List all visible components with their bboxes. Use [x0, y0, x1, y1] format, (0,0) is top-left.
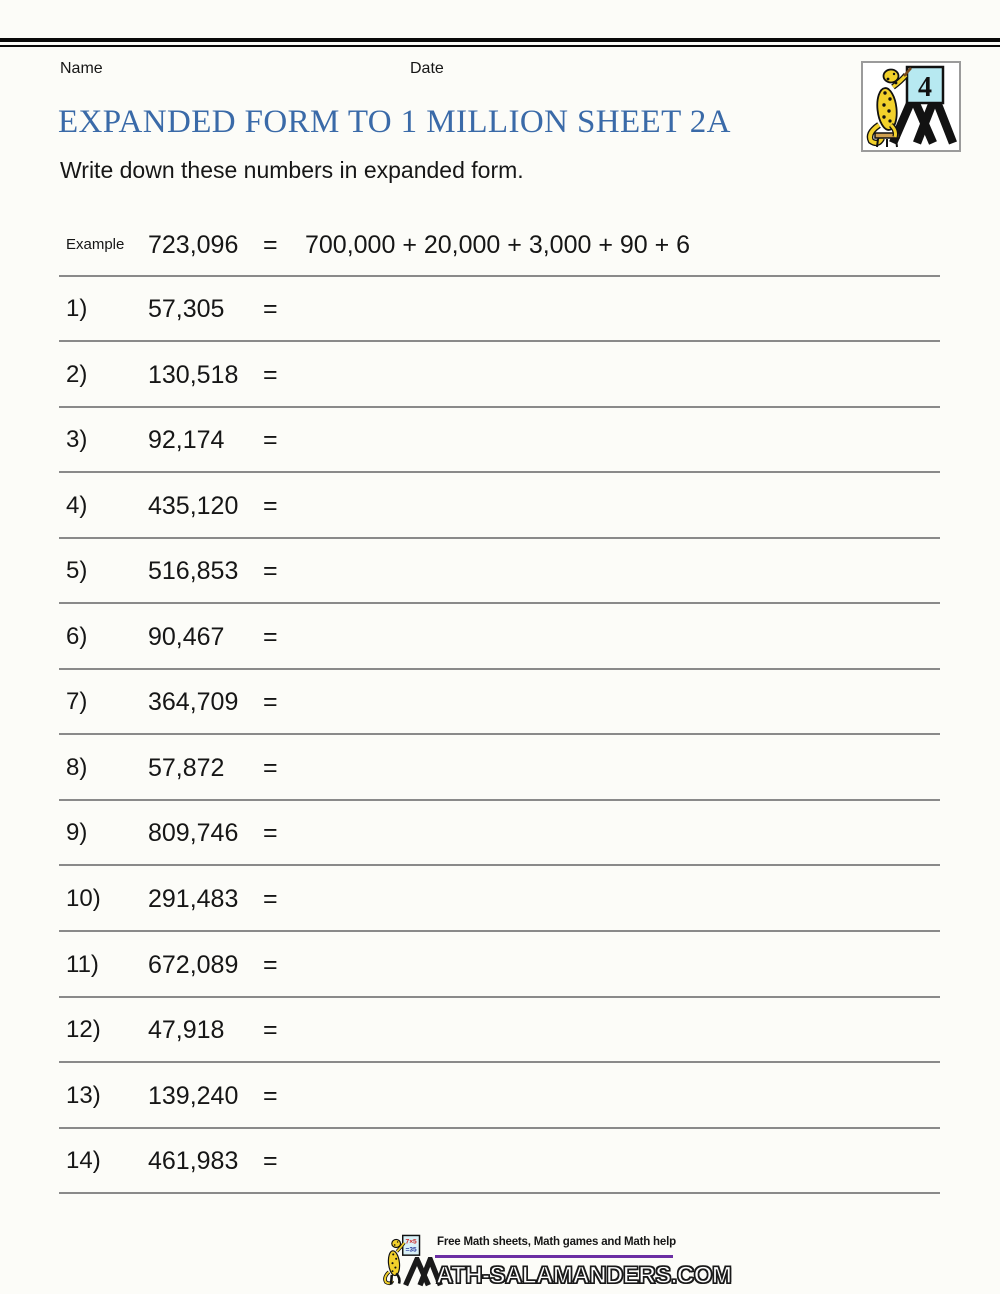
problem-row: [0, 878, 1000, 920]
footer-brand-logo: [403, 1257, 731, 1290]
row-separator-line: [59, 602, 940, 604]
example-row: [0, 224, 1000, 266]
row-separator-line: [59, 406, 940, 408]
problem-value: 364,709: [148, 688, 239, 717]
name-label: Name: [60, 60, 103, 77]
problem-row: [0, 354, 1000, 396]
equals-sign: =: [263, 819, 278, 848]
problem-number-label: 12): [66, 1016, 101, 1044]
problem-number-label: 3): [66, 426, 88, 454]
salamander-grade-logo: [863, 63, 957, 148]
problem-number-label: 4): [66, 491, 88, 519]
problem-value: 57,305: [148, 295, 225, 323]
row-separator-line: [59, 537, 940, 539]
row-separator-line: [59, 275, 940, 277]
equals-sign: =: [263, 426, 278, 455]
problem-row: [0, 812, 1000, 854]
equals-sign: =: [263, 1147, 278, 1176]
row-separator-line: [59, 471, 940, 473]
problem-value: 809,746: [148, 819, 239, 848]
problem-row: [0, 616, 1000, 658]
problem-row: [0, 1140, 1000, 1182]
problem-value: 291,483: [148, 884, 239, 913]
problem-number-label: 5): [66, 557, 88, 585]
equals-sign: =: [263, 557, 278, 586]
equals-sign: =: [263, 360, 278, 389]
mini-board-line2: =35: [405, 1246, 417, 1254]
instruction-text: Write down these numbers in expanded form.: [60, 157, 524, 183]
problem-row: [0, 1075, 1000, 1117]
row-separator-line: [59, 864, 940, 866]
equals-sign: =: [263, 1016, 278, 1045]
brand-wordmark: ATH-SALAMANDERS.COM: [436, 1262, 732, 1289]
equals-sign: =: [263, 884, 278, 913]
equals-sign: =: [263, 491, 278, 520]
problem-value: 672,089: [148, 950, 239, 979]
problem-number-label: 10): [66, 884, 101, 912]
row-separator-line: [59, 799, 940, 801]
problem-row: [0, 419, 1000, 461]
row-separator-line: [59, 1061, 940, 1063]
problem-number-label: 1): [66, 295, 88, 322]
equals-sign: =: [263, 688, 278, 717]
equals-sign: =: [263, 950, 278, 979]
date-label: Date: [410, 60, 444, 77]
problem-number-label: 14): [66, 1147, 101, 1175]
problem-value: 461,983: [148, 1147, 239, 1176]
example-label: Example: [66, 236, 125, 253]
top-border-thick: [0, 38, 1000, 42]
problem-value: 130,518: [148, 360, 239, 389]
problem-value: 47,918: [148, 1016, 225, 1045]
row-separator-line: [59, 340, 940, 342]
equals-sign: =: [263, 1081, 278, 1110]
row-separator-line: [59, 733, 940, 735]
mini-board-line1: 7×5: [405, 1238, 417, 1246]
equals-sign: =: [263, 622, 278, 651]
footer-brand-block: [383, 1232, 732, 1294]
page-title: EXPANDED FORM TO 1 MILLION SHEET 2A: [58, 104, 731, 140]
problem-row: [0, 550, 1000, 592]
top-border-thin: [0, 45, 1000, 47]
problem-value: 57,872: [148, 753, 225, 782]
footer-tagline: Free Math sheets, Math games and Math help: [437, 1236, 676, 1248]
row-separator-line: [59, 930, 940, 932]
problem-number-label: 7): [66, 688, 88, 716]
problem-value: 90,467: [148, 622, 225, 651]
row-separator-line: [59, 1192, 940, 1194]
row-separator-line: [59, 1127, 940, 1129]
problem-row: [0, 681, 1000, 723]
problem-number-label: 2): [66, 360, 88, 388]
problem-row: [0, 485, 1000, 527]
problem-number-label: 13): [66, 1081, 101, 1109]
problem-row: [0, 288, 1000, 330]
problem-number-label: 9): [66, 819, 88, 847]
problem-row: [0, 1009, 1000, 1051]
problem-number-label: 6): [66, 622, 88, 650]
equals-sign: =: [263, 295, 278, 323]
example-number: 723,096: [148, 231, 239, 259]
row-separator-line: [59, 668, 940, 670]
problem-number-label: 11): [66, 950, 99, 978]
example-expansion: 700,000 + 20,000 + 3,000 + 90 + 6: [305, 231, 691, 259]
equals-sign: =: [263, 231, 278, 259]
problem-value: 435,120: [148, 491, 239, 520]
grade-logo-box: [861, 61, 961, 152]
problem-value: 139,240: [148, 1081, 239, 1110]
problem-value: 92,174: [148, 426, 225, 455]
row-separator-line: [59, 996, 940, 998]
problem-row: [0, 944, 1000, 986]
grade-number: 4: [918, 72, 932, 103]
grade-board: [907, 67, 943, 103]
problem-row: [0, 747, 1000, 789]
problem-number-label: 8): [66, 753, 88, 781]
problem-value: 516,853: [148, 557, 239, 586]
equals-sign: =: [263, 753, 278, 782]
